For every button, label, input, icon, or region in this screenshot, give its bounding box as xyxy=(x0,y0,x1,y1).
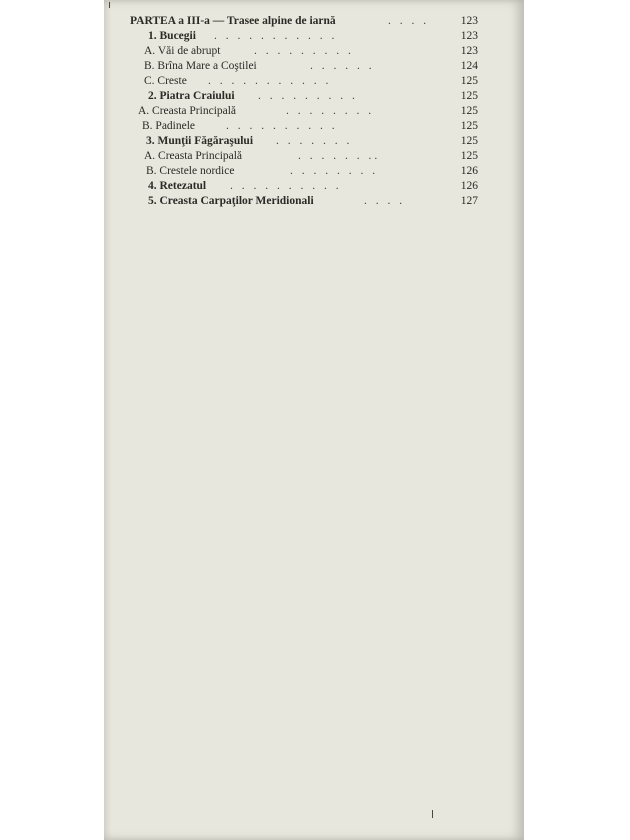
toc-entry xyxy=(130,29,490,44)
toc-leader-dots: . . . . . . . . . . xyxy=(226,120,338,132)
toc-entry xyxy=(130,74,490,89)
toc-entry-label: A. Văi de abrupt xyxy=(144,45,221,57)
toc-entry xyxy=(130,134,490,149)
toc-entry-label: A. Creasta Principală xyxy=(138,105,237,117)
toc-entry-label: PARTEA a III-a — Trasee alpine de iarnă xyxy=(130,15,336,27)
toc-leader-dots: . . . . . . . . . . . xyxy=(208,75,332,87)
toc-leader-dots: . . . . . . xyxy=(310,60,375,72)
toc-entry-label: B. Crestele nordice xyxy=(146,165,235,177)
toc-entry-label: 3. Munţii Făgăraşului xyxy=(146,135,254,147)
book-page xyxy=(104,0,524,840)
toc-leader-dots: . . . . . . . . xyxy=(286,105,375,117)
toc-page-number: 126 xyxy=(460,165,478,177)
toc-page-number: 123 xyxy=(460,30,478,42)
toc-entry-label: 2. Piatra Craiului xyxy=(148,90,235,102)
toc-page-number: 124 xyxy=(460,60,478,72)
toc-entry xyxy=(130,104,490,119)
toc-entry-label: B. Brîna Mare a Coştilei xyxy=(144,60,257,72)
toc-page-number: 125 xyxy=(460,75,478,87)
toc-entry-label: 4. Retezatul xyxy=(148,180,207,192)
toc-page-number: 125 xyxy=(460,150,478,162)
toc-entry-label: C. Creste xyxy=(144,75,187,87)
toc-entry-label: A. Creasta Principală xyxy=(144,150,243,162)
toc-page-number: 125 xyxy=(460,105,478,117)
toc-entry xyxy=(130,164,490,179)
toc-entry xyxy=(130,194,490,209)
toc-leader-dots: . . . . xyxy=(364,195,406,207)
toc-entry xyxy=(130,179,490,194)
toc-entry xyxy=(130,89,490,104)
toc-page-number: 125 xyxy=(460,120,478,132)
toc-entry xyxy=(130,44,490,59)
toc-leader-dots: . . . . . . . . . xyxy=(258,90,358,102)
paper-mark xyxy=(109,2,110,8)
toc-page-number: 127 xyxy=(460,195,478,207)
toc-leader-dots: . . . . . . . . xyxy=(290,165,379,177)
toc-leader-dots: . . . . xyxy=(388,15,430,27)
toc-page-number: 123 xyxy=(460,45,478,57)
toc-part-heading xyxy=(130,14,490,29)
toc-page-number: 125 xyxy=(460,90,478,102)
toc-entry-label: 1. Bucegii xyxy=(148,30,196,42)
toc-leader-dots: . . . . . . . . . . xyxy=(230,180,342,192)
toc-entry xyxy=(130,149,490,164)
table-of-contents xyxy=(130,14,490,209)
toc-entry-label: 5. Creasta Carpaţilor Meridionali xyxy=(148,195,314,207)
paper-mark xyxy=(432,810,433,818)
toc-page-number: 123 xyxy=(460,15,478,27)
toc-entry xyxy=(130,119,490,134)
toc-leader-dots: . . . . . . . . . xyxy=(254,45,354,57)
toc-page-number: 126 xyxy=(460,180,478,192)
toc-leader-dots: . . . . . . .. xyxy=(298,150,381,162)
toc-leader-dots: . . . . . . . xyxy=(276,135,353,147)
toc-leader-dots: . . . . . . . . . . . xyxy=(214,30,338,42)
toc-entry-label: B. Padinele xyxy=(142,120,196,132)
toc-entry xyxy=(130,59,490,74)
toc-page-number: 125 xyxy=(460,135,478,147)
